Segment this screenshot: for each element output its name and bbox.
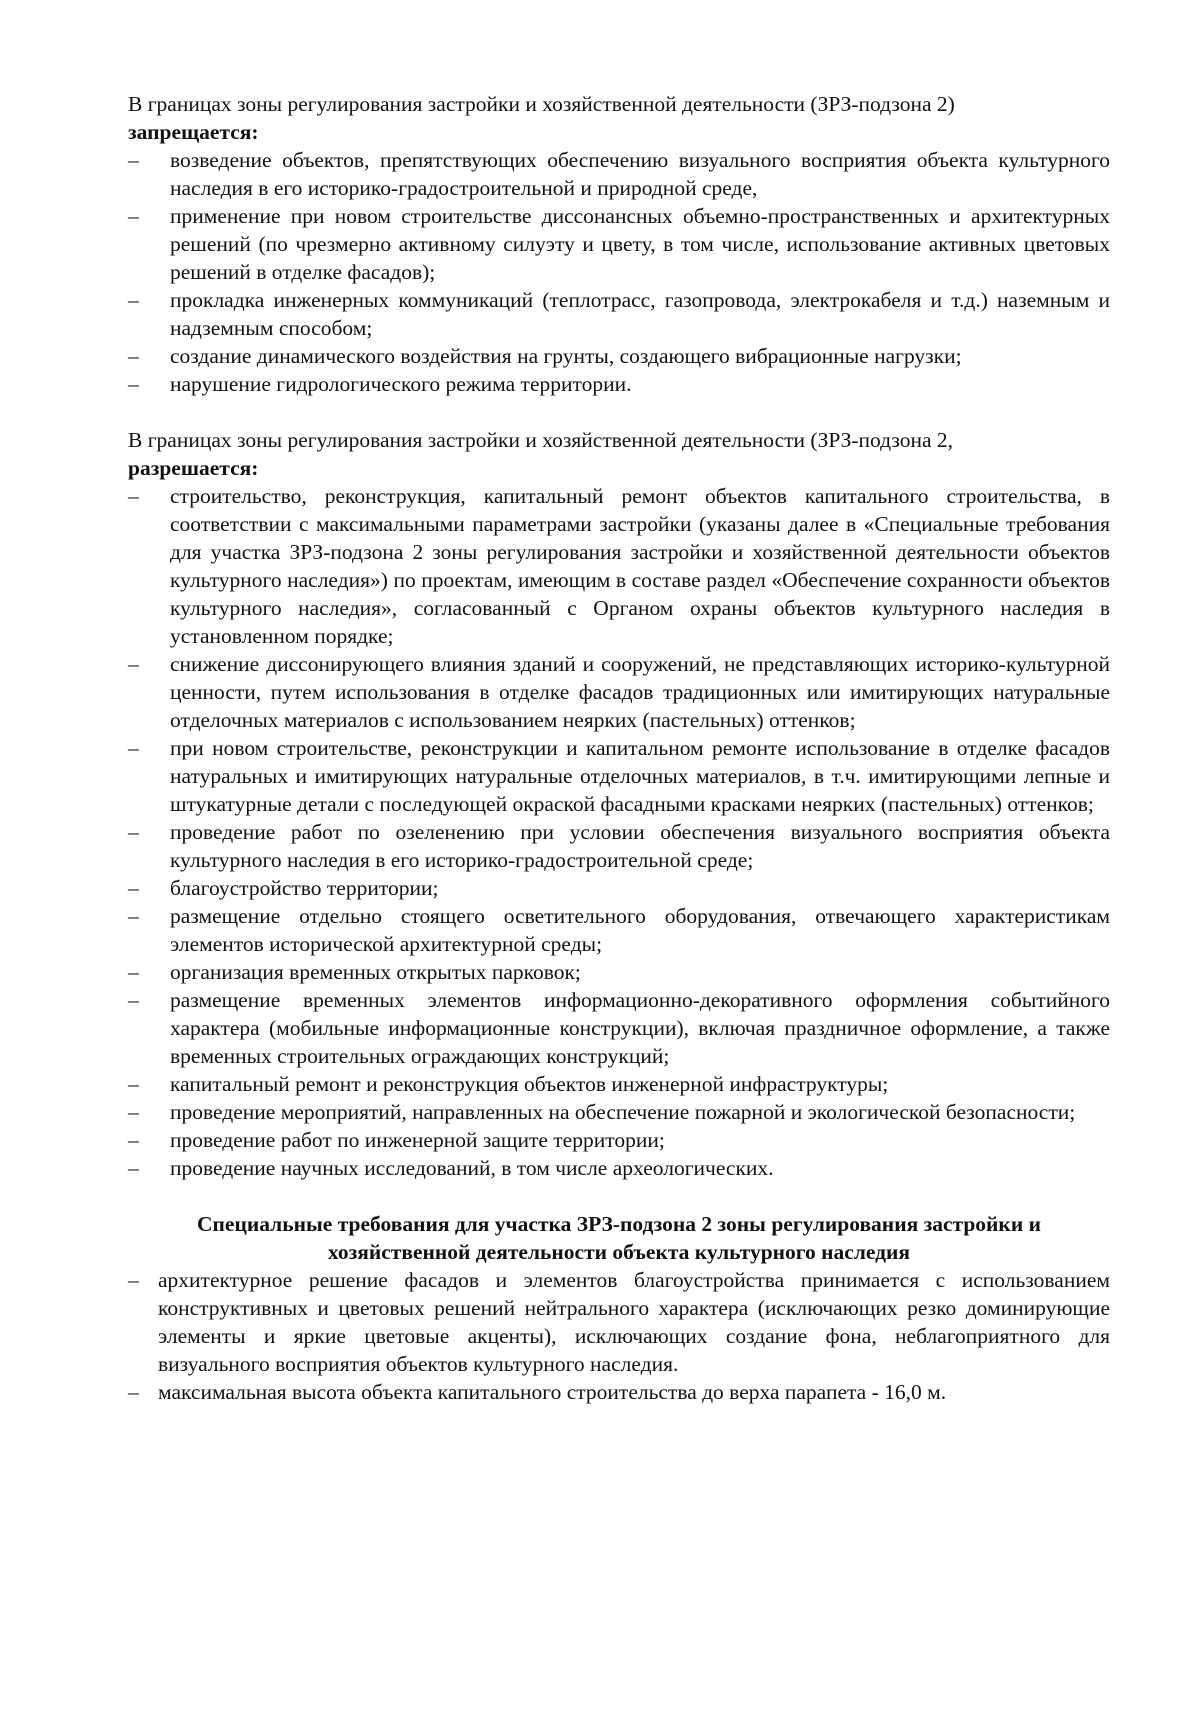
bullet-dash: – (128, 876, 139, 900)
section2-lead: разрешается: (128, 456, 259, 480)
list-item-text: возведение объектов, препятствующих обеспечению визуального восприятия объекта культурного наследия в его историко-градостроительной и природной среде, (170, 148, 1110, 200)
bullet-dash: – (128, 1100, 139, 1124)
list-item (128, 958, 1110, 986)
list-item (128, 202, 1110, 286)
section1-lead: запрещается: (128, 120, 259, 144)
list-item (128, 986, 1110, 1070)
list-item-text: проведение научных исследований, в том числе археологических. (170, 1156, 774, 1180)
section-spacer (128, 398, 1110, 426)
list-item-text: размещение отдельно стоящего осветительного оборудования, отвечающего характеристикам элементов исторической архитектурной среды; (170, 904, 1110, 956)
section3-heading-line2: хозяйственной деятельности объекта культурного наследия (327, 1240, 911, 1264)
bullet-dash: – (128, 652, 139, 676)
list-item-text: проведение работ по озеленению при условии обеспечения визуального восприятия объекта культурного наследия в его историко-градостроительной среде; (170, 820, 1110, 872)
list-item (128, 650, 1110, 734)
bullet-dash: – (128, 1072, 139, 1096)
list-item-text: максимальная высота объекта капитального строительства до верха парапета - 16,0 м. (158, 1380, 947, 1404)
list-item (128, 902, 1110, 958)
bullet-dash: – (128, 1268, 139, 1292)
prohibited-list (128, 146, 1110, 398)
list-item (128, 1070, 1110, 1098)
section-spacer (128, 1182, 1110, 1210)
bullet-dash: – (128, 820, 139, 844)
bullet-dash: – (128, 988, 139, 1012)
list-item-text: нарушение гидрологического режима территории. (170, 372, 632, 396)
section3-heading-line1: Специальные требования для участка ЗРЗ-подзона 2 зоны регулирования застройки и (197, 1212, 1041, 1236)
bullet-dash: – (128, 484, 139, 508)
list-item (128, 146, 1110, 202)
list-item (128, 1126, 1110, 1154)
special-requirements-list (128, 1266, 1110, 1406)
bullet-dash: – (128, 288, 139, 312)
list-item (128, 1266, 1110, 1378)
list-item (128, 482, 1110, 650)
list-item (128, 1378, 1110, 1406)
list-item-text: строительство, реконструкция, капитальный ремонт объектов капитального строительства, в соответствии с максимальными параметрами застройки (указаны далее в «Специальные требования для участка ЗРЗ-подзона 2 зоны регулирования застройки и хозяйственной деятельности объектов культурного наследия») по проектам, имеющим в составе раздел «Обеспечение сохранности объектов культурного наследия», согласованный с Органом охраны объектов культурного наследия в установленном порядке; (170, 484, 1110, 648)
list-item-text: при новом строительстве, реконструкции и капитальном ремонте использование в отделке фасадов натуральных и имитирующих натуральные отделочных материалов, в т.ч. имитирующими лепные и штукатурные детали с последующей окраской фасадными красками неярких (пастельных) оттенков; (170, 736, 1110, 816)
bullet-dash: – (128, 372, 139, 396)
list-item-text: размещение временных элементов информационно-декоративного оформления событийного характера (мобильные информационные конструкции), включая праздничное оформление, а также временных строительных ограждающих конструкций; (170, 988, 1110, 1068)
bullet-dash: – (128, 204, 139, 228)
list-item-text: снижение диссонирующего влияния зданий и сооружений, не представляющих историко-культурной ценности, путем использования в отделке фасадов традиционных или имитирующих натуральные отделочных материалов с использованием неярких (пастельных) оттенков; (170, 652, 1110, 732)
bullet-dash: – (128, 1128, 139, 1152)
list-item-text: проведение мероприятий, направленных на обеспечение пожарной и экологической безопасности; (170, 1100, 1076, 1124)
section1-intro: В границах зоны регулирования застройки и хозяйственной деятельности (ЗРЗ-подзона 2) (128, 92, 955, 116)
list-item (128, 1098, 1110, 1126)
bullet-dash: – (128, 148, 139, 172)
bullet-dash: – (128, 344, 139, 368)
list-item (128, 286, 1110, 342)
list-item-text: капитальный ремонт и реконструкция объектов инженерной инфраструктуры; (170, 1072, 889, 1096)
bullet-dash: – (128, 1156, 139, 1180)
list-item (128, 370, 1110, 398)
permitted-list (128, 482, 1110, 1182)
list-item (128, 874, 1110, 902)
list-item-text: проведение работ по инженерной защите территории; (170, 1128, 665, 1152)
list-item-text: архитектурное решение фасадов и элементов благоустройства принимается с использованием конструктивных и цветовых решений нейтрального характера (исключающих резко доминирующие элементы и яркие цветовые акценты), исключающих создание фона, неблагоприятного для визуального восприятия объектов культурного наследия. (158, 1268, 1110, 1376)
list-item-text: создание динамического воздействия на грунты, создающего вибрационные нагрузки; (170, 344, 962, 368)
list-item (128, 734, 1110, 818)
document-body (128, 90, 1110, 1406)
bullet-dash: – (128, 904, 139, 928)
bullet-dash: – (128, 960, 139, 984)
bullet-dash: – (128, 1380, 139, 1404)
list-item-text: применение при новом строительстве диссонансных объемно-пространственных и архитектурных решений (по чрезмерно активному силуэту и цвету, в том числе, использование активных цветовых решений в отделке фасадов); (170, 204, 1110, 284)
list-item-text: прокладка инженерных коммуникаций (теплотрасс, газопровода, электрокабеля и т.д.) наземным и надземным способом; (170, 288, 1110, 340)
list-item-text: организация временных открытых парковок; (170, 960, 581, 984)
section2-intro: В границах зоны регулирования застройки и хозяйственной деятельности (ЗРЗ-подзона 2, (128, 428, 953, 452)
list-item-text: благоустройство территории; (170, 876, 439, 900)
list-item (128, 342, 1110, 370)
list-item (128, 818, 1110, 874)
bullet-dash: – (128, 736, 139, 760)
list-item (128, 1154, 1110, 1182)
